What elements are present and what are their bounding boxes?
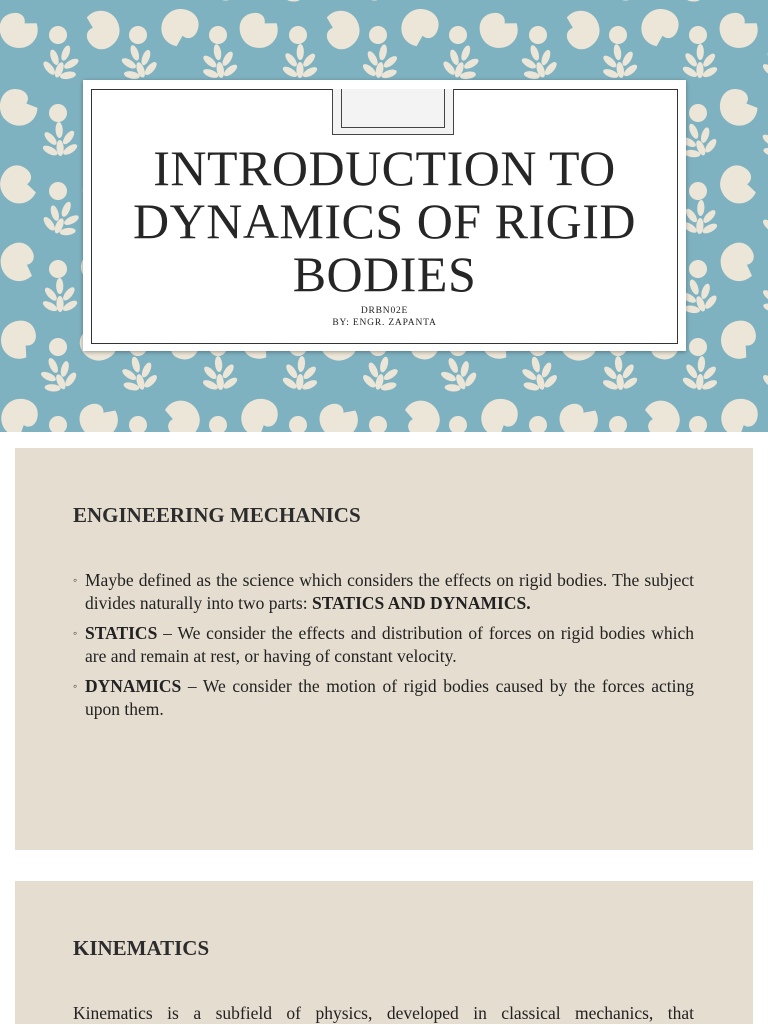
author-line: BY: ENGR. ZAPANTA [92, 317, 677, 329]
dot-icon [369, 26, 387, 44]
dot-icon [49, 260, 67, 278]
title-tab-inner-border [341, 89, 445, 128]
bullet-item [73, 569, 694, 615]
dot-icon [49, 104, 67, 122]
bullet-text: Maybe defined as the science which considers the effects on rigid bodies. The subject divides naturally into two parts: [85, 570, 694, 613]
slide-heading: ENGINEERING MECHANICS [73, 503, 361, 528]
slide-heading: KINEMATICS [73, 936, 209, 961]
title-card [83, 80, 686, 351]
dot-icon [129, 26, 147, 44]
dot-icon [529, 26, 547, 44]
dot-icon [49, 182, 67, 200]
bullet-item [73, 675, 694, 721]
dot-icon [689, 260, 707, 278]
bullet-item [73, 622, 694, 668]
title-slide [0, 0, 768, 432]
slide-kinematics [15, 881, 753, 1024]
bullet-text: – We consider the effects and distribution of forces on rigid bodies which are and remain at rest, or having of constant velocity. [85, 623, 694, 666]
bullet-text: – We consider the motion of rigid bodies caused by the forces acting upon them. [85, 676, 694, 719]
dot-icon [209, 26, 227, 44]
slide-paragraph: Kinematics is a subfield of physics, developed in classical mechanics, that [73, 1002, 694, 1025]
dot-icon [449, 26, 467, 44]
dot-icon [689, 338, 707, 356]
dot-icon [689, 182, 707, 200]
dot-icon [689, 104, 707, 122]
bullet-bold-text: STATICS [85, 623, 157, 643]
page-title: INTRODUCTION TO DYNAMICS OF RIGID BODIES [92, 142, 677, 301]
bullet-list [73, 569, 694, 728]
dot-icon [49, 338, 67, 356]
subtitle [92, 305, 677, 329]
bullet-bold-text: STATICS AND DYNAMICS. [312, 593, 531, 613]
bullet-icon: ◦ [73, 675, 77, 698]
title-tab-decoration [332, 89, 454, 135]
title-card-border [91, 89, 678, 344]
course-code: DRBN02E [92, 305, 677, 317]
dot-icon [689, 26, 707, 44]
dot-icon [49, 26, 67, 44]
bullet-icon: ◦ [73, 569, 77, 592]
slide-engineering-mechanics [15, 448, 753, 850]
bullet-icon: ◦ [73, 622, 77, 645]
dot-icon [609, 26, 627, 44]
dot-icon [289, 26, 307, 44]
bullet-bold-text: DYNAMICS [85, 676, 181, 696]
